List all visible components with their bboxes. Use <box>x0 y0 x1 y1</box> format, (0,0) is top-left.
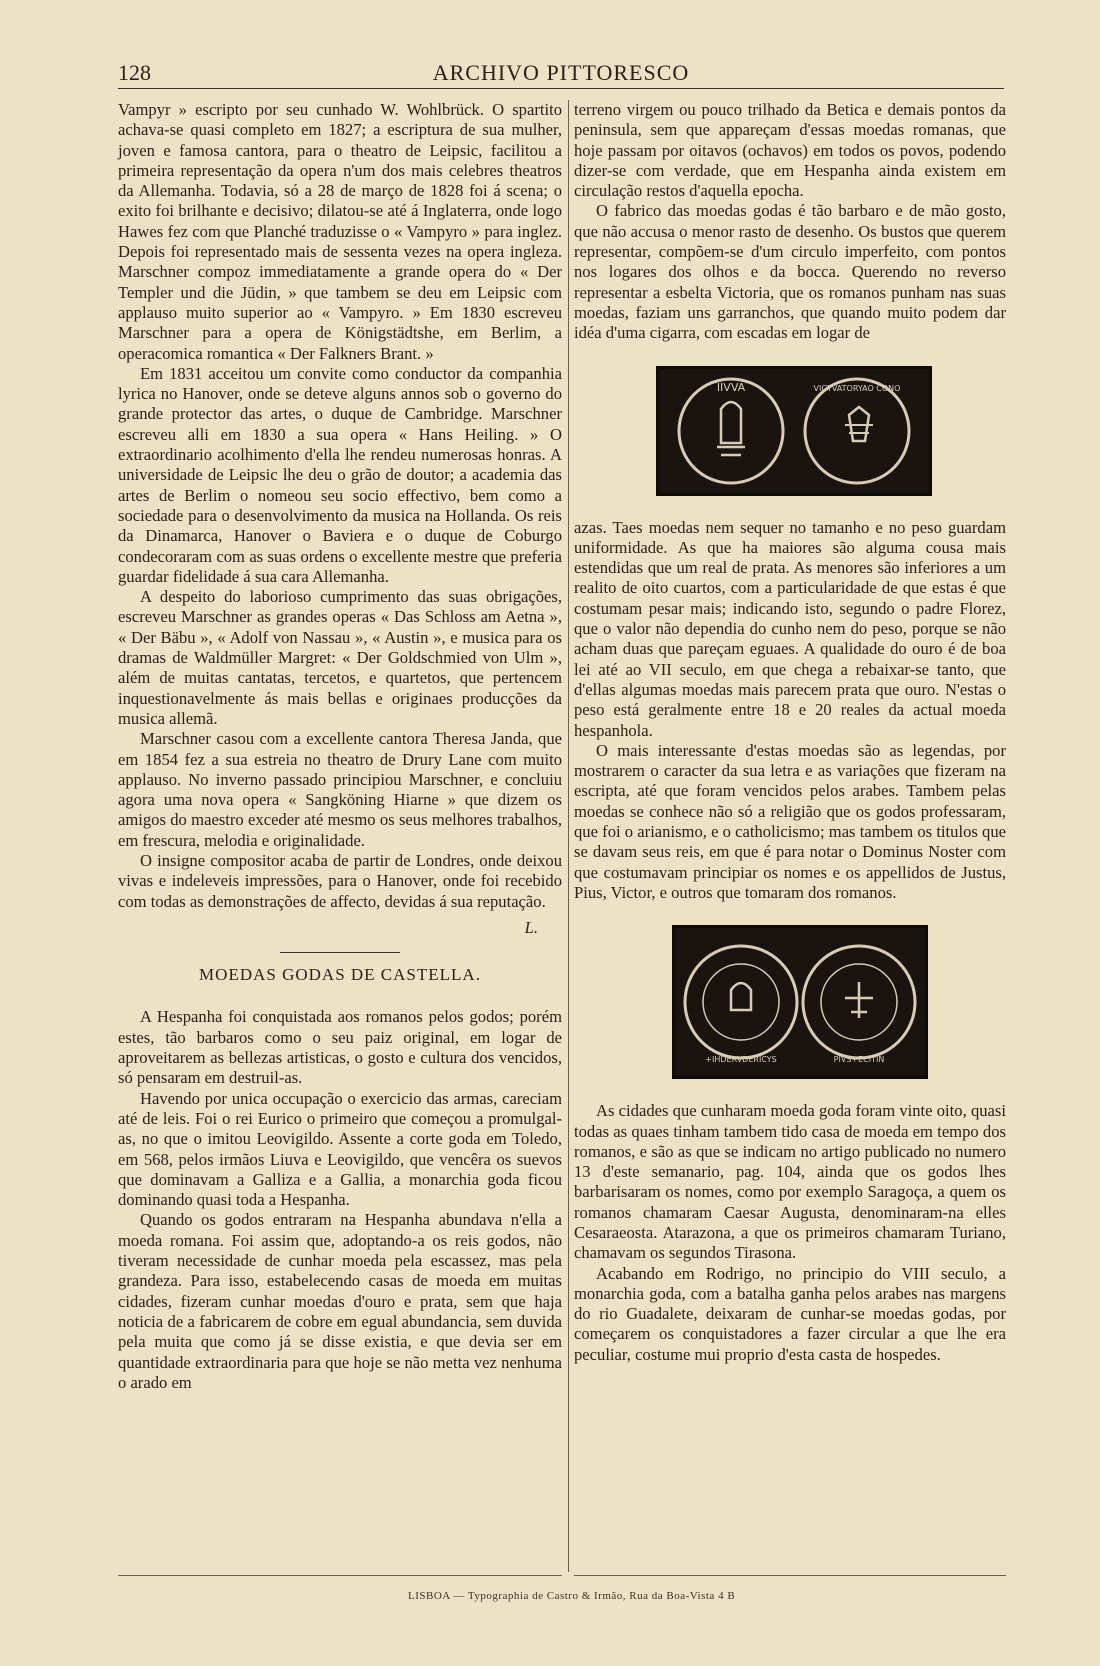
paragraph: A despeito do laborioso cumprimento das suas obrigações, escreveu Marschner as grandes operas « Das Schloss am Aetna », « Der Bäbu », « Adolf von Nassau », « Austin », e musica para os dramas de Waldmüller Margret: « Der Goldschmied von Ulm », além de muitas cantatas, tercetos, e quartetos, que pertencem inquestionavelmente ás mais bellas e originaes producções da musica allemã. <box>118 587 562 728</box>
coin-illustration-1 <box>656 366 932 496</box>
coin-engraving-1 <box>659 369 929 493</box>
paragraph: Acabando em Rodrigo, no principio do VIII seculo, a monarchia goda, com a batalha ganha pelos arabes nas margens do rio Guadalete, deixaram de cunhar-se moedas godas, por começarem os conquistadores a fazer circular a que lhe era peculiar, costume mui proprio d'esta casta de hospedes. <box>574 1263 1006 1364</box>
paragraph: terreno virgem ou pouco trilhado da Betica e demais pontos da peninsula, sem que appareçam d'essas moedas romanas, que hoje passam por oitavos (ochavos) em todos os povos, podendo dizer-se com verdade, que em Hespanha ainda existem em circulação restos d'aquella epocha. <box>574 100 1006 201</box>
paragraph: azas. Taes moedas nem sequer no tamanho e no peso guardam uniformidade. As que ha maiores são alguma cousa mais estendidas que um real de prata. As menores são inferiores a um realito de oito cuartos, com a particularidade de que estas é que costumam pesar mais; indicando isto, segundo o padre Florez, que o valor não dependia do cunho nem do peso, porque se não acham duas que pareçam eguaes. A qualidade do ouro é de boa lei até ao VII seculo, em que chega a rebaixar-se tanto, que d'ellas algumas moedas mais parecem prata que ouro. N'estas o peso está geralmente entre 18 e 20 reales da actual moeda hespanhola. <box>574 517 1006 740</box>
paragraph: O fabrico das moedas godas é tão barbaro e de mão gosto, que não accusa o menor rasto de desenho. Os bustos que querem representar, compõem-se d'um circulo imperfeito, com pontos nos logares dos olhos e da bocca. Querendo no reverso representar a esbelta Victoria, que os romanos punham nas suas moedas, faziam uns garranchos, que quando muito podem dar idéa d'uma cigarra, com escadas em logar de <box>574 201 1006 343</box>
paragraph: Marschner casou com a excellente cantora Theresa Janda, que em 1854 fez a sua estreia no theatro de Drury Lane com muito applauso. No inverno passado principiou Marschner, e concluiu agora uma nova opera « Sangköning Hiarne » que dizem os amigos do maestro exceder até mesmo os seus melhores trabalhos, em frescura, melodia e originalidade. <box>118 729 562 850</box>
paragraph: Havendo por unica occupação o exercicio das armas, careciam até de leis. Foi o rei Eurico o primeiro que começou a promulgal-as, no que o imitou Leovigildo. Assente a corte goda em Toledo, em 568, pelos irmãos Liuva e Leovigildo, que vencêra os suevos que dominavam a Galliza e a Gallia, a monarchia goda ficou dominando quasi toda a Hespanha. <box>118 1088 562 1210</box>
article-signature: L. <box>524 917 538 937</box>
paragraph: O mais interessante d'estas moedas são as legendas, por mostrarem o caracter da sua letra e as variações que fizeram na escripta, até que foram vencidos pelos arabes. Tambem pelas moedas se conhece não só a religião que os godos professaram, que foi o arianismo, e o catholicismo; mas tambem os titulos que se davam seus reis, em que é para notar o Dominus Noster com que costumavam principiar os nomes e os appellidos de Justus, Pius, Victor, e outros que tomaram dos romanos. <box>574 740 1006 902</box>
column-divider <box>568 100 569 1572</box>
paragraph: Em 1831 acceitou um convite como conductor da companhia lyrica no Hanover, onde se deteve alguns annos sob o governo do grande protector das artes, o duque de Cambridge. Marschner escreveu alli em 1830 a sua opera « Hans Heiling. » O extraordinario acolhimento d'ella lhe rendeu numerosas honras. A universidade de Leipsic lhe deu o grão de doutor; a academia das artes de Berlim o nomeou seu socio effectivo, bem como a sociedade para o desenvolvimento da musica na Hollanda. Os reis da Dinamarca, Hanover o Baviera e o duque de Coburgo condecoraram com as suas ordens o excellente mestre que preferia guardar fidelidade á sua cara Allemanha. <box>118 363 562 586</box>
page-number: 128 <box>118 60 151 85</box>
coin-engraving-2 <box>675 928 925 1076</box>
header-rule <box>118 88 1004 89</box>
printer-imprint: LISBOA — Typographia de Castro & Irmão, Rua da Boa-Vista 4 B <box>408 1590 736 1602</box>
paragraph: Quando os godos entraram na Hespanha abundava n'ella a moeda romana. Foi assim que, adoptando-a os reis godos, não tiveram necessidade de cunhar moeda pela escassez, mas pela grandeza. Para isso, estabelecendo casas de moeda em muitas cidades, fizeram cunhar moedas d'ouro e prata, sem que haja noticia de a fabricarem de cobre em egual abundancia, sem duvida pela muita que como já se disse existia, e que devia ser em quantidade extraordinaria para que hoje se não metta vez nenhuma o arado em <box>118 1210 562 1392</box>
title-rule <box>280 952 400 953</box>
right-column <box>574 100 1006 1365</box>
paragraph: Vampyr » escripto por seu cunhado W. Wohlbrück. O spartito achava-se quasi completo em 1827; a escriptura de sua mulher, joven e famosa cantora, para o theatro de Leipsic, facilitou a primeira representação da opera n'um dos mais celebres theatros da Allemanha. Todavia, só a 28 de março de 1828 foi á scena; o exito foi brilhante e decisivo; dilatou-se até á Inglaterra, onde logo Hawes fez com que Planché traduzisse o « Vampyro » para inglez. Depois foi representado mais de sessenta vezes na opera ingleza. Marschner compoz immediatamente a grande opera do « Der Templer und die Jüdin, » que tambem se deu em Leipsic com applauso muito superior ao « Vampyro. » Em 1830 escreveu Marschner para a opera de Königstädtshe, em Berlim, a operacomica romantica « Der Falkners Brant. » <box>118 100 562 363</box>
paragraph: O insigne compositor acaba de partir de Londres, onde deixou vivas e indeleveis impressões, para o Hanover, onde foi recebido com todas as demonstrações de affecto, devidas á sua reputação. <box>118 850 562 911</box>
coin-legend-reverse: PIVS+ECITIN <box>833 1055 885 1065</box>
coin-legend-obverse: +IHDERVDERICYS <box>705 1055 777 1065</box>
paragraph: As cidades que cunharam moeda goda foram vinte oito, quasi todas as quaes tinham tambem tido casa de moeda em tempo dos romanos, e são as que se indicam no artigo publicado no numero 13 d'este semanario, pag. 104, ainda que os godos lhes barbarisaram os nomes, como por exemplo Saragoça, a quem os romanos chamaram Caesar Augusta, denominaram-na elles Cesaraeosta. Atarazona, a que os primeiros chamaram Turiano, chamavam os segundos Tirasona. <box>574 1101 1006 1263</box>
article-title: MOEDAS GODAS DE CASTELLA. <box>199 965 481 985</box>
left-column <box>118 100 562 1393</box>
footer-rule-right <box>574 1575 1006 1576</box>
coin-illustration-2 <box>672 925 928 1079</box>
coin-legend-reverse: VICTVATORYAO CONO <box>813 383 901 393</box>
paragraph: A Hespanha foi conquistada aos romanos pelos godos; porém estes, tão barbaros como o seu paiz original, em logar de aproveitarem as bellezas artisticas, o gosto e cultura dos vencidos, só pensaram em destruil-as. <box>118 1007 562 1088</box>
footer-rule-left <box>118 1575 562 1576</box>
journal-title: ARCHIVO PITTORESCO <box>432 60 690 85</box>
page-header <box>118 56 1004 90</box>
coin-legend-obverse: IIVVA <box>716 380 746 394</box>
